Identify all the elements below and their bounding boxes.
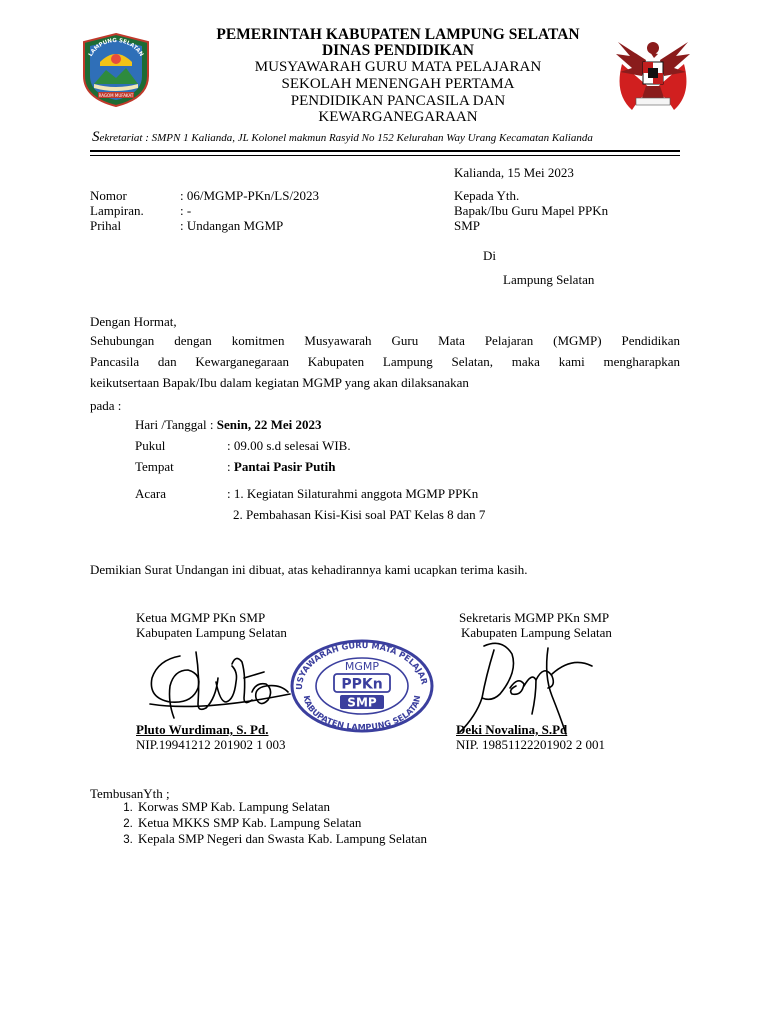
lampiran-label: Lampiran. [90, 203, 144, 218]
paragraph-line: Pancasila dan Kewarganegaraan Kabupaten Lampung Selatan, maka kami mengharapkan [90, 354, 680, 369]
header-government: PEMERINTAH KABUPATEN LAMPUNG SELATAN [216, 26, 580, 43]
paragraph-line: pada : [90, 398, 122, 413]
schedule-time-label: Pukul [135, 438, 166, 453]
right-signature [452, 636, 602, 736]
schedule-date-row [135, 417, 322, 433]
right-signatory-title2: Kabupaten Lampung Selatan [461, 625, 612, 640]
schedule-place-value: Pantai Pasir Putih [233, 459, 336, 474]
prihal-label: Prihal [90, 218, 122, 233]
header-org-line4: KEWARGANEGARAAN [318, 109, 478, 125]
paragraph-line: Sehubungan dengan komitmen Musyawarah Guru Mata Pelajaran (MGMP) Pendidikan [90, 333, 680, 348]
schedule-date-value: Senin, 22 Mei 2023 [216, 417, 322, 432]
schedule-agenda-label: Acara [135, 486, 167, 501]
tembusan-item: 3. Kepala SMP Negeri dan Swasta Kab. Lampung Selatan [136, 831, 427, 847]
recipient-place: Lampung Selatan [503, 272, 595, 287]
svg-text:LAMPUNG SELATAN: LAMPUNG SELATAN [87, 37, 145, 58]
right-signatory-title1: Sekretaris MGMP PKn SMP [459, 610, 610, 625]
letterhead-rule-thick [90, 150, 680, 152]
tembusan-list [104, 799, 427, 848]
svg-text:MGMP: MGMP [344, 660, 380, 673]
right-signatory-name: Deki Novalina, S.Pd [456, 722, 568, 737]
tembusan-item: 1. Korwas SMP Kab. Lampung Selatan [136, 799, 427, 815]
left-signatory-nip: NIP.19941212 201902 1 003 [136, 737, 286, 752]
left-signatory-name: Pluto Wurdiman, S. Pd. [136, 722, 269, 737]
schedule-date-label: Hari /Tanggal : [135, 417, 217, 432]
paragraph-line: keikutsertaan Bapak/Ibu dalam kegiatan MGMP yang akan dilaksanakan [90, 375, 469, 390]
tembusan-title: TembusanYth ; [90, 786, 170, 801]
header-org-line2: SEKOLAH MENENGAH PERTAMA [281, 76, 515, 92]
schedule-place-label: Tempat [135, 459, 174, 474]
mgmp-stamp [288, 638, 436, 734]
closing-sentence: Demikian Surat Undangan ini dibuat, atas kehadirannya kami ucapkan terima kasih. [90, 562, 528, 577]
left-logo [78, 32, 154, 108]
svg-text:MUSYAWARAH GURU MATA PELAJARAN: USYAWARAH GURU MATA PELAJAR [293, 639, 430, 691]
organization-stamp-icon [288, 638, 436, 734]
header-org-line3: PENDIDIKAN PANCASILA DAN [290, 93, 506, 109]
right-signatory-nip: NIP. 19851122201902 2 001 [456, 737, 606, 752]
recipient-line2: Bapak/Ibu Guru Mapel PPKn [454, 203, 609, 218]
schedule-agenda-item: 2. Pembahasan Kisi-Kisi soal PAT Kelas 8 dan 7 [233, 507, 486, 522]
nomor-label: Nomor [90, 188, 127, 203]
prihal-value: : Undangan MGMP [180, 218, 284, 233]
schedule-time-value: : 09.00 s.d selesai WIB. [227, 438, 351, 453]
lampung-selatan-emblem-icon [78, 32, 154, 108]
letterhead-rule-thin [90, 155, 680, 156]
svg-text:SMP: SMP [347, 695, 377, 710]
svg-text:RAGOM MUFAKAT: RAGOM MUFAKAT [98, 92, 134, 98]
left-signatory-title2: Kabupaten Lampung Selatan [136, 625, 287, 640]
schedule-place-row: : Pantai Pasir Putih [227, 459, 336, 474]
signature-icon [140, 642, 300, 722]
secretariat-address: Sekretariat : SMPN 1 Kalianda, JL Kolonel makmun Rasyid No 152 Kelurahan Way Urang Kecamatan Kalianda [92, 129, 593, 145]
svg-text:PPKn: PPKn [341, 676, 383, 693]
tembusan-item: 2. Ketua MKKS SMP Kab. Lampung Selatan [136, 815, 427, 831]
signature-icon [452, 636, 602, 736]
greeting: Dengan Hormat, [90, 314, 177, 329]
recipient-line1: Kepada Yth. [454, 188, 520, 203]
svg-text:KABUPATEN LAMPUNG SELATAN: KABUPATEN LAMPUNG SELATAN [301, 694, 423, 733]
recipient-line3: SMP [454, 218, 481, 233]
left-signature [140, 642, 300, 722]
header-org-line1: MUSYAWARAH GURU MATA PELAJARAN [254, 59, 542, 75]
lampiran-value: : - [180, 203, 192, 218]
left-signatory-title1: Ketua MGMP PKn SMP [136, 610, 266, 625]
date-place: Kalianda, 15 Mei 2023 [454, 165, 574, 180]
schedule-agenda-item: : 1. Kegiatan Silaturahmi anggota MGMP PPKn [227, 486, 479, 501]
header-department: DINAS PENDIDIKAN [321, 42, 474, 59]
recipient-di: Di [483, 248, 496, 263]
nomor-value: : 06/MGMP-PKn/LS/2023 [180, 188, 320, 203]
